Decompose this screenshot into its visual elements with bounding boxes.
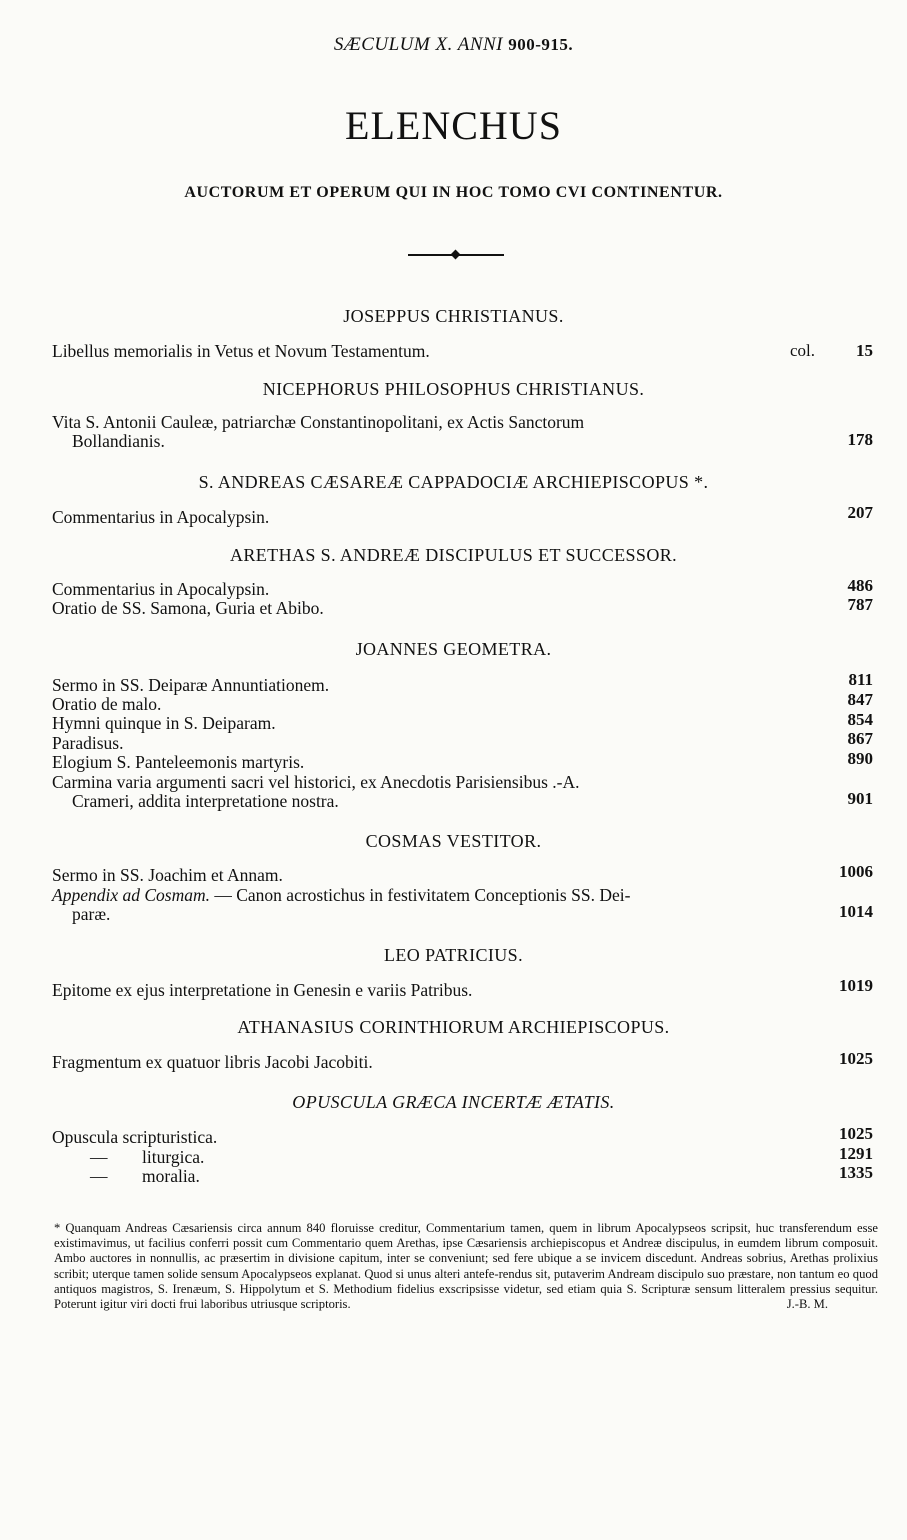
toc-entry [52,1053,782,1072]
column-number: 787 [847,595,873,614]
ornament-rule [408,251,504,259]
toc-entry [52,886,782,924]
ornament-diamond [451,250,461,260]
footnote-text: * Quanquam Andreas Cæsariensis circa annum 840 floruisse creditur, Commentarium tamen, quem in librum Apocalypseos scripsit, huc transferendum esse existimavimus, ut facilius conferri possit cum Commentario quem Arethas, ipse Cæsariensis archiepiscopus et Andreæ discipulus, in eumdem librum composuit. Ambo auctores in nonnullis, ac præsertim in divisione capitum, inter se conveniunt; sed fere ubique a se invicem discedunt. Andreas sobrius, Arethas prolixius scribit; uterque tamen solide sensum Apocalypseos explanat. Quod si unus alteri antefe-rendus sit, putaverim Andream discipulo suo præstare, non tantum eo quod antiquos magistros, S. Irenæum, S. Hippolytum et S. Methodium fidelius exscripsisse videtur, sed etiam quia S. Scripturæ sensum litteralem pressius sequitur. Poterunt igitur viri docti frui laboribus utriusque scriptoris. [54,1221,878,1312]
section-heading: S. ANDREAS CÆSAREÆ CAPPADOCIÆ ARCHIEPISCOPUS *. [198,472,709,492]
toc-entry [52,866,782,885]
toc-entry [52,413,782,451]
column-number: 1006 [839,862,873,881]
section-heading: LEO PATRICIUS. [384,945,523,965]
toc-entry [52,981,782,1000]
toc-entry [52,580,782,599]
column-number: 1291 [839,1144,873,1163]
toc-entry [52,1167,782,1186]
column-number: 207 [847,503,873,522]
entry-text: Elogium S. Panteleemonis martyris. [52,752,305,772]
column-number: 1025 [839,1049,873,1068]
toc-entry [52,1148,782,1167]
entry-text: Opuscula scripturistica. [52,1127,218,1147]
column-number: 890 [847,749,873,768]
entry-continuation: Bollandianis. [72,431,165,451]
entry-text: Epitome ex ejus interpretatione in Genesin e variis Patribus. [52,980,473,1000]
entry-text: Fragmentum ex quatuor libris Jacobi Jacobiti. [52,1052,373,1072]
entry-continuation: paræ. [72,904,111,924]
running-head-years: 900-915. [508,35,574,54]
running-head [0,34,907,56]
toc-entry [52,1128,782,1147]
entry-text: liturgica. [142,1147,205,1167]
toc-entry [52,599,782,618]
toc-entry [52,695,782,714]
entry-text: Oratio de malo. [52,694,162,714]
column-number: 847 [847,690,873,709]
entry-text: Hymni quinque in S. Deiparam. [52,713,276,733]
entry-text: Sermo in SS. Deiparæ Annuntiationem. [52,675,330,695]
section-heading: OPUSCULA GRÆCA INCERTÆ ÆTATIS. [292,1092,615,1112]
page-subtitle: AUCTORUM ET OPERUM QUI IN HOC TOMO CVI CONTINENTUR. [184,184,723,201]
entry-italic-label: Appendix ad Cosmam. [52,885,210,905]
toc-entry [52,734,782,753]
column-number: 854 [847,710,873,729]
column-number: 1025 [839,1124,873,1143]
section-heading: JOANNES GEOMETRA. [355,639,552,659]
column-number: 15 [856,341,873,360]
column-number: 1335 [839,1163,873,1182]
entry-text: Commentarius in Apocalypsin. [52,507,270,527]
section-heading: JOSEPPUS CHRISTIANUS. [343,306,564,326]
column-number: 1014 [839,902,873,921]
column-number: 1019 [839,976,873,995]
page-title: ELENCHUS [345,103,562,148]
footnote [54,1221,878,1312]
entry-text: Libellus memorialis in Vetus et Novum Testamentum. [52,341,430,361]
column-number: 178 [847,430,873,449]
toc-entry [52,342,782,361]
column-number: 811 [848,670,873,689]
ditto-dash: — [90,1166,108,1186]
section-heading: ATHANASIUS CORINTHIORUM ARCHIEPISCOPUS. [237,1017,670,1037]
col-label: col. [790,341,816,360]
entry-continuation: Crameri, addita interpretatione nostra. [72,791,339,811]
toc-entry [52,773,782,811]
toc-entry [52,676,782,695]
entry-text: — Canon acrostichus in festivitatem Conceptionis SS. Dei- [209,885,631,905]
toc-entry [52,508,782,527]
entry-text: Sermo in SS. Joachim et Annam. [52,865,283,885]
column-number: 867 [847,729,873,748]
section-heading: NICEPHORUS PHILOSOPHUS CHRISTIANUS. [262,379,645,399]
section-heading: ARETHAS S. ANDREÆ DISCIPULUS ET SUCCESSOR. [229,545,678,565]
column-number: 486 [847,576,873,595]
entry-text: Carmina varia argumenti sacri vel historici, ex Anecdotis Parisiensibus .-A. [52,772,580,792]
column-number: 901 [847,789,873,808]
toc-entry [52,714,782,733]
ditto-dash: — [90,1147,108,1167]
entry-text: Commentarius in Apocalypsin. [52,579,270,599]
footnote-signature: J.-B. M. [786,1297,828,1312]
entry-text: Oratio de SS. Samona, Guria et Abibo. [52,598,324,618]
entry-text: Paradisus. [52,733,124,753]
toc-entry [52,753,782,772]
running-head-text: SÆCULUM X. ANNI [333,34,504,55]
entry-text: Vita S. Antonii Cauleæ, patriarchæ Constantinopolitani, ex Actis Sanctorum [52,412,585,432]
section-heading: COSMAS VESTITOR. [365,831,542,851]
entry-text: moralia. [142,1166,200,1186]
